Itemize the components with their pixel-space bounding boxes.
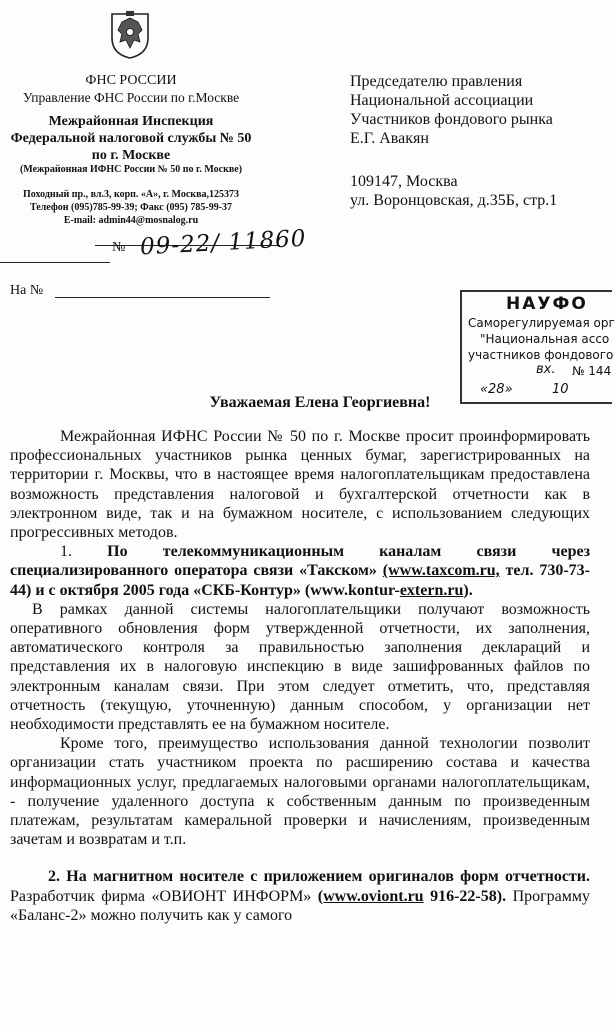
- item-2-text: Разработчик фирма «ОВИОНТ ИНФОРМ»: [10, 887, 312, 905]
- phone-fax: Телефон (095)785-99-39; Факс (095) 785-99-37: [29, 202, 233, 213]
- addressee-address: [350, 172, 557, 210]
- letter-body: [10, 427, 590, 925]
- addressee-block: [350, 72, 553, 148]
- item-1-details: тел. 730-73-44) и с октября 2005 года «СКБ-Контур» (www.kontur-: [10, 562, 590, 599]
- stamp-title: НАУФО: [506, 294, 588, 314]
- item-2-phone: 916-22-58).: [430, 887, 507, 905]
- intro-paragraph: Межрайонная ИФНС России № 50 по г. Москве просит проинформировать профессиональных участников рынка ценных бумаг, зарегистрированных на территории г. Москвы, что в настоящее время налогоплательщикам предоставлена возможность представления налоговой и бухгалтерской отчетности как в электронном виде, так и на бумажном носителе, с использованием следующих прогрессивных методов.: [10, 428, 590, 542]
- item-1-number: 1.: [60, 543, 72, 561]
- item-1-title: По телекоммуникационным каналам связи через специализированного оператора связи «Такском»: [10, 543, 591, 580]
- stamp-line: участников фондового: [468, 348, 614, 362]
- stamp-line: "Национальная ассо: [480, 332, 610, 346]
- system-paragraph: В рамках данной системы налогоплательщики получают возможность оперативного обновления форм утвержденной отчетности, их заполнения, автоматического контроля за правильностью заполнения деклараций и представления их в налоговую инспекцию в виде зашифрованных файлов по электронным каналам связи. При этом следует отметить, что, представляя отчетность (текущую, уточненную) данным способом, у организации нет необходимости представлять ее на бумажном носителе.: [10, 600, 590, 734]
- org-line: Федеральной налоговой службы № 50: [10, 131, 252, 146]
- greeting: Уважаемая Елена Георгиевна!: [209, 394, 431, 411]
- addressee-line: Председателю правления: [350, 73, 523, 90]
- org-line: по г. Москве: [91, 148, 171, 163]
- incoming-stamp: [460, 290, 615, 404]
- item-2-paragraph: [10, 867, 590, 925]
- item-2-number: 2.: [48, 868, 60, 886]
- address-line: ул. Воронцовская, д.35Б, стр.1: [350, 192, 558, 209]
- stamp-line: Саморегулируемая орг: [468, 316, 615, 330]
- org-line: Межрайонная Инспекция: [48, 114, 214, 129]
- outgoing-number-prefix: №: [112, 240, 126, 255]
- item-1-end: ).: [463, 581, 473, 599]
- advantage-paragraph: Кроме того, преимущество использования данной технологии позволит организации стать участником проекта по расширению состава и качества информационных услуг, предлагаемых налоговыми органами налогоплательщикам, - получение удаленного доступа к собственным данным по произведенным платежам, результатам камеральной проверки и начислениям, произведенным зачетам и возвратам и т.п.: [10, 735, 590, 849]
- addressee-line: Участников фондового рынка: [350, 111, 553, 128]
- reference-line: [55, 297, 270, 298]
- item-2-tail: Программу «Баланс-2» можно получить как у самого: [10, 887, 591, 924]
- stamp-incoming-number: № 144: [572, 364, 612, 378]
- stamp-incoming-prefix: вх.: [536, 362, 556, 377]
- reference-label: На №: [10, 283, 44, 298]
- kontur-link[interactable]: extern.ru: [399, 581, 464, 599]
- item-1-paragraph: [10, 542, 590, 600]
- state-emblem-icon: [108, 8, 152, 60]
- email: E-mail: admin44@mosnalog.ru: [63, 215, 199, 226]
- taxcom-link[interactable]: (www.taxcom.ru,: [382, 562, 500, 580]
- item-2-title: На магнитном носителе с приложением оригиналов форм отчетности.: [66, 868, 591, 886]
- stamp-day: «28»: [480, 382, 513, 397]
- organization-name: [0, 113, 262, 164]
- addressee-line: Национальной ассоциации: [350, 92, 534, 109]
- oviont-link[interactable]: (www.oviont.ru: [317, 887, 424, 905]
- postal-address: Походный пр., вл.3, корп. «А», г. Москва,125373: [23, 189, 239, 200]
- date-line: [0, 262, 110, 263]
- outgoing-number-handwritten: 09-22/ 11860: [139, 225, 308, 261]
- address-line: 109147, Москва: [350, 173, 458, 190]
- addressee-line: Е.Г. Авакян: [350, 130, 429, 147]
- organization-short-name: (Межрайонная ИФНС России № 50 по г. Москве): [19, 164, 243, 175]
- stamp-month: 10: [552, 382, 569, 397]
- department-name: Управление ФНС России по г.Москве: [22, 90, 240, 105]
- service-name: ФНС РОССИИ: [85, 73, 177, 88]
- contact-block: [0, 188, 262, 227]
